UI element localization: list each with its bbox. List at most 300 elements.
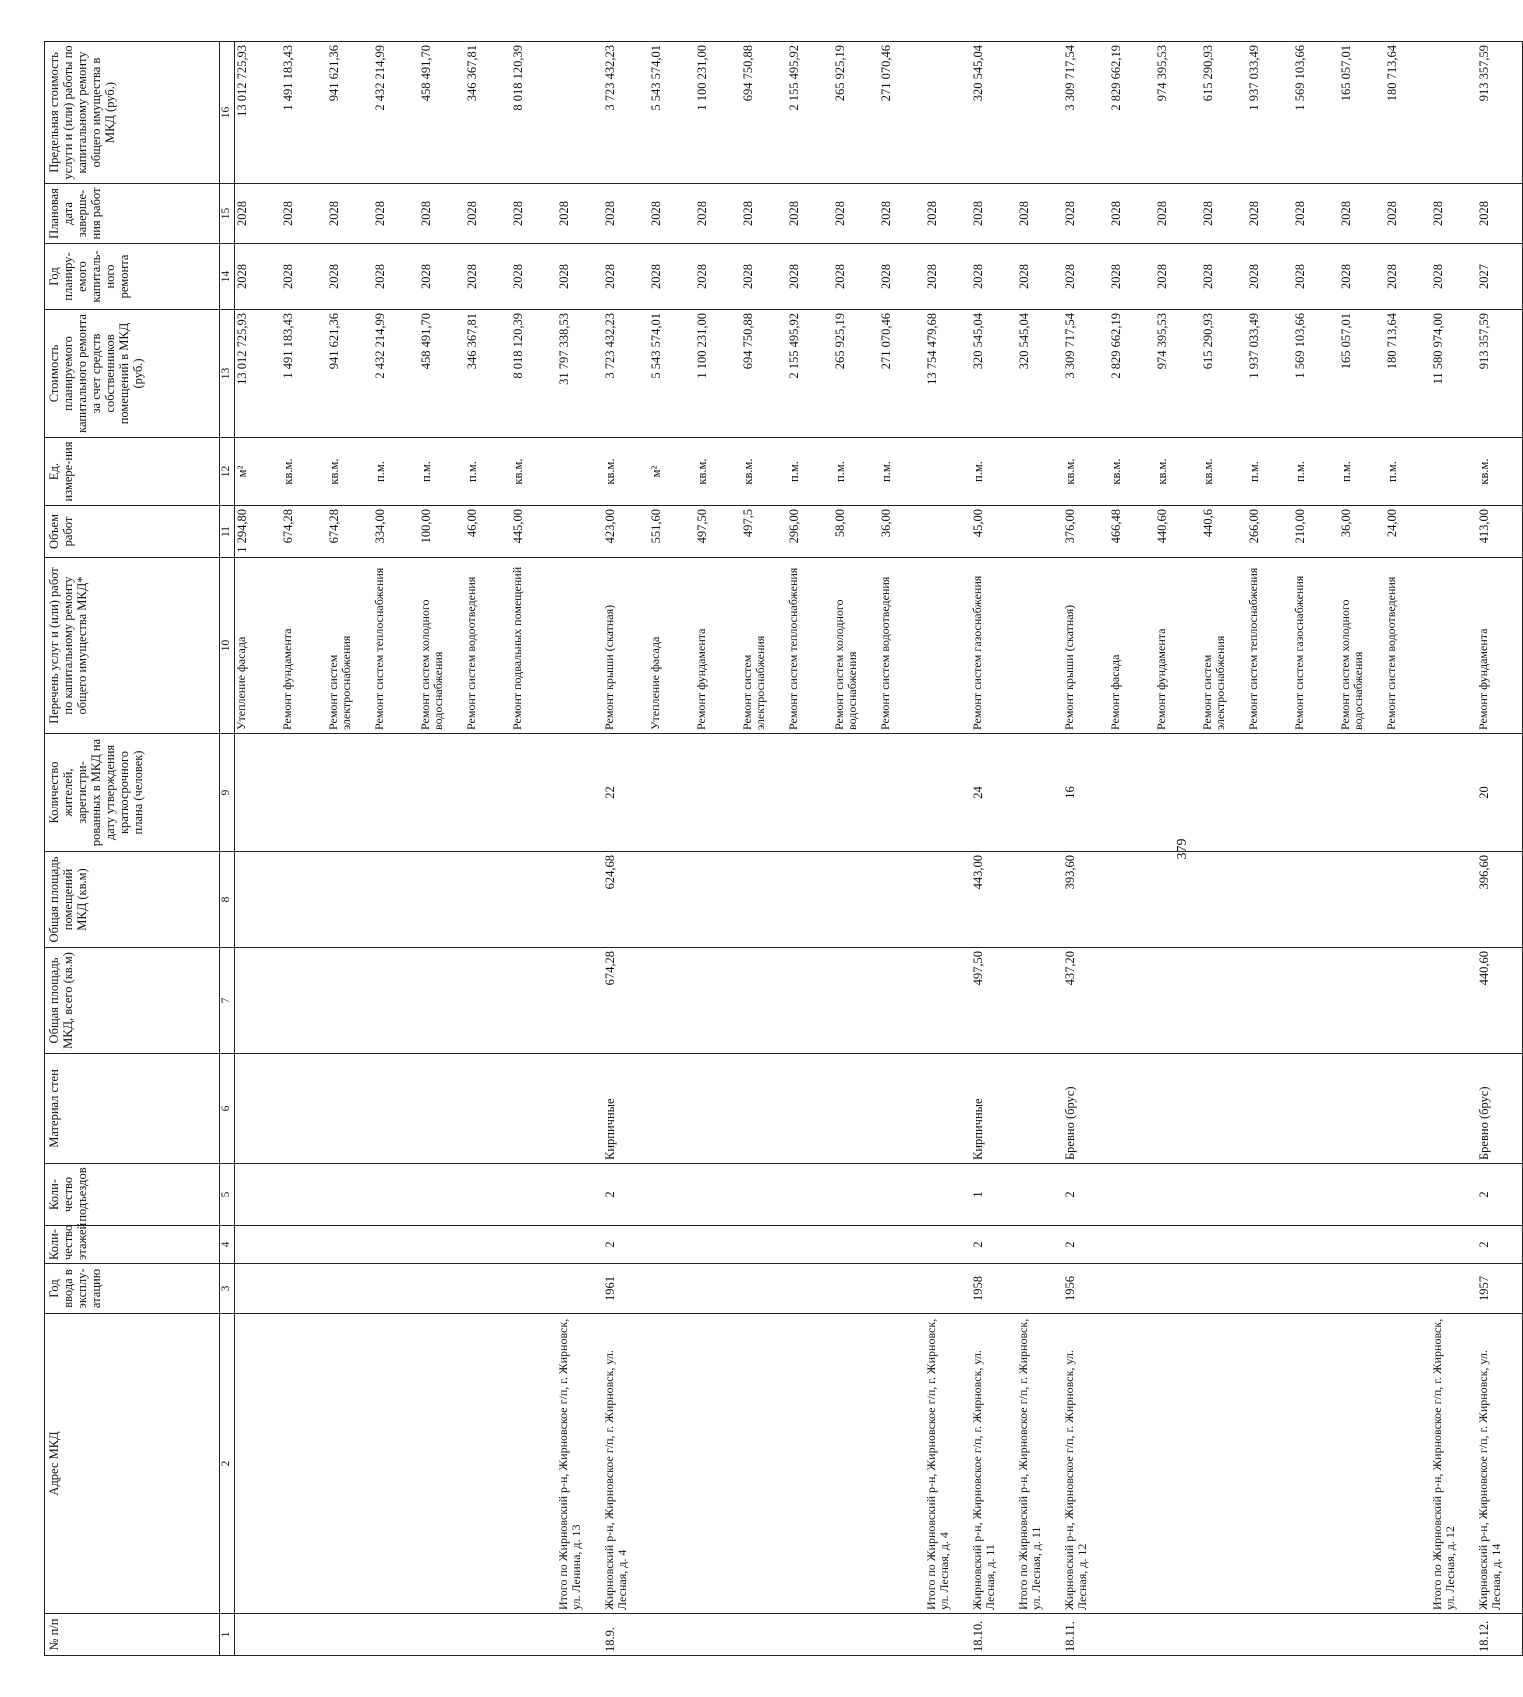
table-cell-col-3: 1957: [1477, 1264, 1523, 1314]
table-cell-col-1: [511, 1614, 557, 1656]
table-cell-col-10: Ремонт крыши (скатная): [603, 558, 649, 734]
table-cell-col-11: 334,00: [373, 506, 419, 558]
table-cell-col-15: 2028: [971, 184, 1017, 244]
table-cell-col-13: 2 155 495,92: [787, 310, 833, 438]
table-cell-col-5: [649, 1164, 695, 1226]
table-cell-col-16: 913 357,59: [1477, 42, 1523, 184]
table-cell-col-13: 271 070,46: [879, 310, 925, 438]
table-row: [1063, 42, 1109, 1656]
table-cell-col-12: п.м.: [833, 438, 879, 506]
table-cell-col-16: 974 395,53: [1155, 42, 1201, 184]
table-cell-col-13: 11 580 974,00: [1431, 310, 1477, 438]
table-cell-col-8: [1293, 852, 1339, 948]
table-cell-col-13: 1 937 033,49: [1247, 310, 1293, 438]
table-cell-col-14: 2028: [833, 244, 879, 310]
table-cell-col-4: [373, 1226, 419, 1264]
table-cell-col-1: [235, 1614, 281, 1656]
table-cell-col-14: 2028: [419, 244, 465, 310]
table-cell-col-2: [1247, 1314, 1293, 1614]
table-body: [235, 42, 1523, 1656]
column-header-12: Ед. измере-ния: [45, 438, 220, 506]
table-cell-col-15: 2028: [1201, 184, 1247, 244]
table-cell-col-2: Итого по Жирновский р-н, Жирновское г/п, г. Жирновск, ул. Лесная, д. 11: [1017, 1314, 1063, 1614]
table-cell-col-10: Ремонт фундамента: [1477, 558, 1523, 734]
table-cell-col-5: [511, 1164, 557, 1226]
table-cell-col-1: [695, 1614, 741, 1656]
table-cell-col-11: 674,28: [327, 506, 373, 558]
table-cell-col-13: 180 713,64: [1385, 310, 1431, 438]
table-cell-col-7: [1247, 948, 1293, 1054]
table-cell-col-8: [1247, 852, 1293, 948]
table-cell-col-2: Жирновский р-н, Жирновское г/п, г. Жирновск, ул. Лесная, д. 12: [1063, 1314, 1109, 1614]
table-cell-col-11: 440,6: [1201, 506, 1247, 558]
table-cell-col-1: [1155, 1614, 1201, 1656]
column-number-1: 1: [220, 1614, 235, 1656]
table-cell-col-16: [1431, 42, 1477, 184]
table-cell-col-1: [833, 1614, 879, 1656]
table-cell-col-11: 674,28: [281, 506, 327, 558]
table-cell-col-8: [879, 852, 925, 948]
table-row: [235, 42, 281, 1656]
table-cell-col-4: 2: [1063, 1226, 1109, 1264]
table-cell-col-6: [511, 1054, 557, 1164]
table-cell-col-14: 2028: [235, 244, 281, 310]
table-cell-col-1: [1431, 1614, 1477, 1656]
table-cell-col-5: [557, 1164, 603, 1226]
table-cell-col-9: [833, 734, 879, 852]
table-cell-col-9: 20: [1477, 734, 1523, 852]
column-header-13: Стоимость планируемого капитального ремонта за счет средств собственников помещений в МКД (руб.): [45, 310, 220, 438]
table-cell-col-6: [557, 1054, 603, 1164]
table-cell-col-3: [1201, 1264, 1247, 1314]
table-cell-col-12: кв.м.: [327, 438, 373, 506]
table-cell-col-4: [879, 1226, 925, 1264]
table-cell-col-14: 2028: [465, 244, 511, 310]
table-cell-col-16: 458 491,70: [419, 42, 465, 184]
table-cell-col-7: [879, 948, 925, 1054]
table-cell-col-10: Утепление фасада: [649, 558, 695, 734]
table-cell-col-3: [1385, 1264, 1431, 1314]
table-cell-col-4: [1339, 1226, 1385, 1264]
table-cell-col-7: [1109, 948, 1155, 1054]
table-cell-col-6: [1247, 1054, 1293, 1164]
table-cell-col-6: [281, 1054, 327, 1164]
table-cell-col-10: Ремонт крыши (скатная): [1063, 558, 1109, 734]
table-cell-col-13: 2 829 662,19: [1109, 310, 1155, 438]
header-row: [45, 42, 220, 1656]
table-cell-col-7: [1339, 948, 1385, 1054]
table-cell-col-10: Ремонт систем холодного водоснабжения: [833, 558, 879, 734]
table-cell-col-7: [373, 948, 419, 1054]
table-cell-col-15: 2028: [695, 184, 741, 244]
table-cell-col-1: [327, 1614, 373, 1656]
table-cell-col-4: 2: [1477, 1226, 1523, 1264]
table-cell-col-9: [925, 734, 971, 852]
column-number-12: 12: [220, 438, 235, 506]
column-number-10: 10: [220, 558, 235, 734]
table-row: [971, 42, 1017, 1656]
table-cell-col-5: [1017, 1164, 1063, 1226]
table-cell-col-16: 2 829 662,19: [1109, 42, 1155, 184]
table-cell-col-8: [1155, 852, 1201, 948]
table-cell-col-10: [1431, 558, 1477, 734]
table-cell-col-12: [557, 438, 603, 506]
table-cell-col-11: 24,00: [1385, 506, 1431, 558]
table-cell-col-1: [879, 1614, 925, 1656]
table-cell-col-12: кв.м.: [511, 438, 557, 506]
table-cell-col-6: [1339, 1054, 1385, 1164]
table-cell-col-8: [1201, 852, 1247, 948]
table-cell-col-14: 2028: [1063, 244, 1109, 310]
column-header-7: Общая площадь МКД, всего (кв.м): [45, 948, 220, 1054]
table-cell-col-8: [557, 852, 603, 948]
table-cell-col-4: [1293, 1226, 1339, 1264]
table-cell-col-9: [1155, 734, 1201, 852]
table-cell-col-14: 2028: [281, 244, 327, 310]
table-cell-col-8: [925, 852, 971, 948]
table-cell-col-5: [1385, 1164, 1431, 1226]
table-cell-col-13: 5 543 574,01: [649, 310, 695, 438]
table-cell-col-13: 3 723 432,23: [603, 310, 649, 438]
table-cell-col-6: [695, 1054, 741, 1164]
table-cell-col-8: [1017, 852, 1063, 948]
table-cell-col-12: м²: [235, 438, 281, 506]
column-number-7: 7: [220, 948, 235, 1054]
table-cell-col-4: [1431, 1226, 1477, 1264]
table-cell-col-7: [649, 948, 695, 1054]
table-cell-col-5: [1201, 1164, 1247, 1226]
table-cell-col-1: 18.10.: [971, 1614, 1017, 1656]
table-cell-col-11: 58,00: [833, 506, 879, 558]
table-cell-col-16: 265 925,19: [833, 42, 879, 184]
table-cell-col-15: 2028: [1247, 184, 1293, 244]
table-cell-col-13: 320 545,04: [971, 310, 1017, 438]
table-cell-col-12: п.м.: [879, 438, 925, 506]
table-cell-col-12: п.м.: [419, 438, 465, 506]
table-cell-col-11: 45,00: [971, 506, 1017, 558]
table-cell-col-15: 2028: [511, 184, 557, 244]
table-cell-col-4: [1385, 1226, 1431, 1264]
column-header-2: Адрес МКД: [45, 1314, 220, 1614]
table-cell-col-10: Ремонт систем электроснабжения: [327, 558, 373, 734]
table-cell-col-6: [1201, 1054, 1247, 1164]
table-cell-col-4: [1247, 1226, 1293, 1264]
table-cell-col-9: 16: [1063, 734, 1109, 852]
table-cell-col-6: [1109, 1054, 1155, 1164]
table-cell-col-11: 423,00: [603, 506, 649, 558]
column-header-6: Материал стен: [45, 1054, 220, 1164]
table-cell-col-6: [1385, 1054, 1431, 1164]
table-cell-col-15: 2028: [557, 184, 603, 244]
table-cell-col-4: [1017, 1226, 1063, 1264]
table-cell-col-4: [649, 1226, 695, 1264]
table-cell-col-16: [1017, 42, 1063, 184]
table-cell-col-14: 2028: [1109, 244, 1155, 310]
table-cell-col-2: Жирновский р-н, Жирновское г/п, г. Жирновск, ул. Лесная, д. 4: [603, 1314, 649, 1614]
table-cell-col-14: 2028: [1247, 244, 1293, 310]
table-cell-col-13: 2 432 214,99: [373, 310, 419, 438]
table-cell-col-14: 2028: [741, 244, 787, 310]
table-row: [557, 42, 603, 1656]
table-cell-col-7: [1431, 948, 1477, 1054]
table-cell-col-2: Итого по Жирновский р-н, Жирновское г/п, г. Жирновск, ул. Ленина, д. 13: [557, 1314, 603, 1614]
table-cell-col-13: 913 357,59: [1477, 310, 1523, 438]
table-cell-col-4: [281, 1226, 327, 1264]
table-cell-col-11: 36,00: [879, 506, 925, 558]
table-cell-col-7: [419, 948, 465, 1054]
table-cell-col-12: п.м.: [373, 438, 419, 506]
table-cell-col-5: [1247, 1164, 1293, 1226]
table-cell-col-14: 2028: [511, 244, 557, 310]
table-cell-col-8: 443,00: [971, 852, 1017, 948]
table-cell-col-5: [1155, 1164, 1201, 1226]
table-cell-col-1: [1385, 1614, 1431, 1656]
table-cell-col-15: 2028: [1063, 184, 1109, 244]
table-cell-col-4: [925, 1226, 971, 1264]
table-cell-col-11: 551,60: [649, 506, 695, 558]
table-cell-col-4: [511, 1226, 557, 1264]
table-cell-col-10: Ремонт систем холодного водоснабжения: [1339, 558, 1385, 734]
table-cell-col-6: [1155, 1054, 1201, 1164]
table-cell-col-7: [787, 948, 833, 1054]
table-cell-col-12: м²: [649, 438, 695, 506]
table-cell-col-9: [557, 734, 603, 852]
table-cell-col-10: [557, 558, 603, 734]
table-cell-col-13: 165 057,01: [1339, 310, 1385, 438]
table-cell-col-14: 2028: [557, 244, 603, 310]
table-cell-col-2: [511, 1314, 557, 1614]
table-cell-col-2: [235, 1314, 281, 1614]
table-cell-col-6: [1017, 1054, 1063, 1164]
table-cell-col-9: [695, 734, 741, 852]
table-cell-col-15: 2028: [1431, 184, 1477, 244]
table-cell-col-10: Утепление фасада: [235, 558, 281, 734]
table-cell-col-14: 2028: [971, 244, 1017, 310]
table-cell-col-10: Ремонт фундамента: [695, 558, 741, 734]
table-cell-col-15: 2028: [235, 184, 281, 244]
table-cell-col-15: 2028: [1017, 184, 1063, 244]
table-row: [327, 42, 373, 1656]
table-cell-col-7: [235, 948, 281, 1054]
table-cell-col-7: [281, 948, 327, 1054]
table-cell-col-10: Ремонт систем холодного водоснабжения: [419, 558, 465, 734]
table-row: [695, 42, 741, 1656]
table-cell-col-6: Кирпичные: [971, 1054, 1017, 1164]
table-row: [1017, 42, 1063, 1656]
table-cell-col-12: кв.м.: [695, 438, 741, 506]
table-cell-col-11: 497,5: [741, 506, 787, 558]
table-cell-col-5: 2: [1063, 1164, 1109, 1226]
table-cell-col-1: [741, 1614, 787, 1656]
table-row: [1293, 42, 1339, 1656]
table-cell-col-15: 2028: [833, 184, 879, 244]
table-cell-col-14: 2027: [1477, 244, 1523, 310]
table-cell-col-13: 1 491 183,43: [281, 310, 327, 438]
table-cell-col-7: 674,28: [603, 948, 649, 1054]
table-cell-col-15: 2028: [373, 184, 419, 244]
table-cell-col-8: [1339, 852, 1385, 948]
table-cell-col-1: [649, 1614, 695, 1656]
table-cell-col-6: [925, 1054, 971, 1164]
table-cell-col-14: 2028: [603, 244, 649, 310]
table-cell-col-12: п.м.: [1339, 438, 1385, 506]
table-cell-col-15: 2028: [1109, 184, 1155, 244]
table-cell-col-13: 1 100 231,00: [695, 310, 741, 438]
table-cell-col-3: [1339, 1264, 1385, 1314]
column-number-9: 9: [220, 734, 235, 852]
table-cell-col-15: 2028: [787, 184, 833, 244]
table-cell-col-4: [557, 1226, 603, 1264]
table-cell-col-10: Ремонт подвальных помещений: [511, 558, 557, 734]
table-cell-col-16: 1 100 231,00: [695, 42, 741, 184]
table-cell-col-15: 2028: [281, 184, 327, 244]
table-cell-col-5: [419, 1164, 465, 1226]
table-cell-col-11: 440,60: [1155, 506, 1201, 558]
column-header-11: Объем работ: [45, 506, 220, 558]
table-cell-col-4: [1201, 1226, 1247, 1264]
table-cell-col-11: [1431, 506, 1477, 558]
table-cell-col-5: [235, 1164, 281, 1226]
table-cell-col-12: п.м.: [787, 438, 833, 506]
table-cell-col-7: [465, 948, 511, 1054]
table-cell-col-16: 1 569 103,66: [1293, 42, 1339, 184]
table-cell-col-15: 2028: [419, 184, 465, 244]
table-cell-col-3: [833, 1264, 879, 1314]
table-cell-col-2: Итого по Жирновский р-н, Жирновское г/п, г. Жирновск, ул. Лесная, д. 4: [925, 1314, 971, 1614]
table-cell-col-14: 2028: [1339, 244, 1385, 310]
table-cell-col-14: 2028: [1385, 244, 1431, 310]
table-cell-col-6: Бревно (брус): [1063, 1054, 1109, 1164]
table-cell-col-3: [879, 1264, 925, 1314]
table-cell-col-10: Ремонт фасада: [1109, 558, 1155, 734]
table-cell-col-8: [465, 852, 511, 948]
table-row: [879, 42, 925, 1656]
table-cell-col-14: 2028: [373, 244, 419, 310]
table-cell-col-7: [557, 948, 603, 1054]
column-header-16: Предельная стоимость услуги и (или) работы по капитальному ремонту общего имущества в МКД (руб.): [45, 42, 220, 184]
table-cell-col-2: [1109, 1314, 1155, 1614]
table-cell-col-1: 18.9.: [603, 1614, 649, 1656]
table-cell-col-10: Ремонт фундамента: [281, 558, 327, 734]
table-cell-col-11: 497,50: [695, 506, 741, 558]
table-cell-col-12: [1017, 438, 1063, 506]
table-cell-col-10: [1017, 558, 1063, 734]
table-cell-col-10: Ремонт систем теплоснабжения: [1247, 558, 1293, 734]
table-cell-col-8: [281, 852, 327, 948]
table-cell-col-5: [465, 1164, 511, 1226]
table-cell-col-5: [833, 1164, 879, 1226]
table-cell-col-4: 2: [971, 1226, 1017, 1264]
table-cell-col-9: [419, 734, 465, 852]
table-cell-col-3: [465, 1264, 511, 1314]
table-cell-col-13: 458 491,70: [419, 310, 465, 438]
column-number-16: 16: [220, 42, 235, 184]
table-cell-col-7: [1155, 948, 1201, 1054]
table-cell-col-3: [1155, 1264, 1201, 1314]
table-cell-col-1: [1109, 1614, 1155, 1656]
table-cell-col-3: [327, 1264, 373, 1314]
table-cell-col-7: [1385, 948, 1431, 1054]
table-cell-col-2: [465, 1314, 511, 1614]
table-row: [833, 42, 879, 1656]
table-cell-col-3: [741, 1264, 787, 1314]
table-cell-col-9: [1339, 734, 1385, 852]
column-number-14: 14: [220, 244, 235, 310]
table-cell-col-10: Ремонт систем электроснабжения: [741, 558, 787, 734]
column-number-15: 15: [220, 184, 235, 244]
table-cell-col-16: 1 491 183,43: [281, 42, 327, 184]
table-cell-col-7: [741, 948, 787, 1054]
table-cell-col-2: [281, 1314, 327, 1614]
table-cell-col-2: [1155, 1314, 1201, 1614]
table-cell-col-2: [1201, 1314, 1247, 1614]
table-cell-col-6: [649, 1054, 695, 1164]
table-cell-col-10: Ремонт систем теплоснабжения: [373, 558, 419, 734]
table-cell-col-6: [741, 1054, 787, 1164]
table-cell-col-16: 165 057,01: [1339, 42, 1385, 184]
table-cell-col-3: 1961: [603, 1264, 649, 1314]
table-cell-col-4: [741, 1226, 787, 1264]
table-row: [649, 42, 695, 1656]
page-number: 379: [1175, 838, 1190, 860]
table-row: [1155, 42, 1201, 1656]
table-cell-col-15: 2028: [879, 184, 925, 244]
table-cell-col-15: 2028: [925, 184, 971, 244]
table-cell-col-9: [1385, 734, 1431, 852]
table-cell-col-4: [419, 1226, 465, 1264]
table-row: [1477, 42, 1523, 1656]
table-cell-col-12: п.м.: [1385, 438, 1431, 506]
table-cell-col-14: 2028: [1293, 244, 1339, 310]
table-cell-col-1: 18.12.: [1477, 1614, 1523, 1656]
table-cell-col-8: [787, 852, 833, 948]
table-cell-col-10: Ремонт систем электроснабжения: [1201, 558, 1247, 734]
table-row: [1431, 42, 1477, 1656]
table-cell-col-1: [925, 1614, 971, 1656]
table-cell-col-5: [327, 1164, 373, 1226]
table-cell-col-5: [281, 1164, 327, 1226]
table-cell-col-7: [695, 948, 741, 1054]
column-header-10: Перечень услуг и (или) работ по капитальному ремонту общего имущества МКД*: [45, 558, 220, 734]
table-cell-col-16: 271 070,46: [879, 42, 925, 184]
table-cell-col-12: кв.м.: [603, 438, 649, 506]
table-cell-col-13: 1 569 103,66: [1293, 310, 1339, 438]
table-cell-col-2: Жирновский р-н, Жирновское г/п, г. Жирновск, ул. Лесная, д. 11: [971, 1314, 1017, 1614]
table-cell-col-13: 320 545,04: [1017, 310, 1063, 438]
table-cell-col-4: [695, 1226, 741, 1264]
table-cell-col-16: 615 290,93: [1201, 42, 1247, 184]
table-cell-col-3: [373, 1264, 419, 1314]
table-cell-col-8: [649, 852, 695, 948]
table-cell-col-11: 296,00: [787, 506, 833, 558]
table-cell-col-7: [1201, 948, 1247, 1054]
table-cell-col-12: [1431, 438, 1477, 506]
table-cell-col-5: [741, 1164, 787, 1226]
table-cell-col-10: Ремонт систем теплоснабжения: [787, 558, 833, 734]
table-cell-col-6: Бревно (брус): [1477, 1054, 1523, 1164]
table-row: [419, 42, 465, 1656]
table-row: [465, 42, 511, 1656]
table-cell-col-14: 2028: [1201, 244, 1247, 310]
table-cell-col-12: кв.м.: [741, 438, 787, 506]
table-cell-col-5: [879, 1164, 925, 1226]
table-cell-col-8: [511, 852, 557, 948]
table-cell-col-2: [373, 1314, 419, 1614]
table-cell-col-13: 31 797 338,53: [557, 310, 603, 438]
table-cell-col-4: [1155, 1226, 1201, 1264]
table-row: [1339, 42, 1385, 1656]
table-cell-col-4: 2: [603, 1226, 649, 1264]
